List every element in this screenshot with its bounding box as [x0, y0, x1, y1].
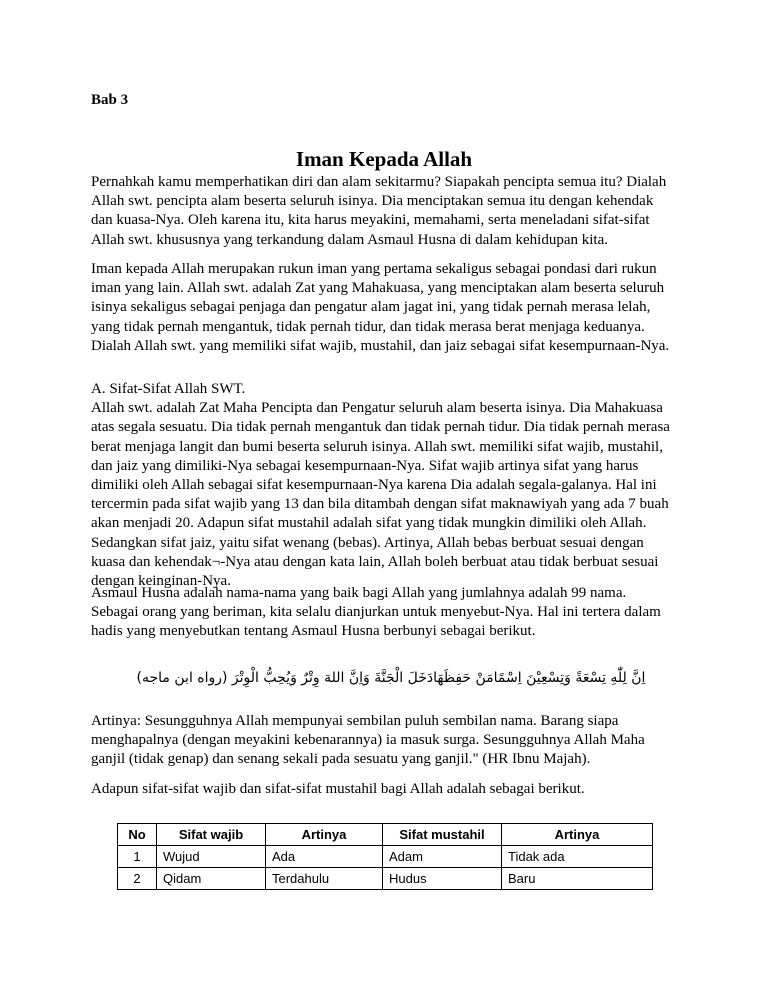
cell-artinya-wajib: Ada: [266, 846, 383, 868]
text-line: dan kuasa-Nya. Oleh karena itu, kita harus meyakini, memahami, serta meneladani sifat-sifat: [91, 212, 650, 229]
cell-no: 2: [118, 868, 157, 890]
text-line: tercermin pada sifat wajib yang 13 dan bila ditambah dengan sifat maknawiyah yang ada 7 buah: [91, 496, 669, 513]
table-row: [118, 868, 653, 890]
text-line: dengan keinginan-Nya.: [91, 573, 231, 590]
chapter-label: Bab 3: [91, 92, 129, 108]
text-line: Iman kepada Allah merupakan rukun iman yang pertama sekaligus sebagai pondasi dari rukun: [91, 261, 657, 277]
text-line: Allah swt. khususnya yang terkandung dalam Asmaul Husna di dalam kehidupan kita.: [91, 231, 608, 248]
sifat-table: [117, 823, 653, 890]
table-header-row: [118, 824, 653, 846]
page-title: Iman Kepada Allah: [295, 147, 473, 171]
text-line: A. Sifat-Sifat Allah SWT.: [91, 381, 246, 397]
text-line: iman yang lain. Allah swt. adalah Zat yang Mahakuasa, yang menciptakan alam beserta seluruh: [91, 280, 665, 297]
text-line: kuasa dan kehendak¬-Nya atau dengan kata lain, Allah boleh berbuat atau tidak berbuat sesuai: [91, 553, 659, 570]
text-line: menghapalnya (dengan meyakini kebenarannya) ia masuk surga. Sesungguhnya Allah Maha: [91, 732, 645, 749]
text-line: Allah swt. pencipta alam beserta seluruh isinya. Dia menciptakan semua itu dengan kehendak: [91, 193, 654, 210]
arabic-hadith: اِنَّ لِلّٰهِ تِسْعَةً وَتِسْعِيْنَ اِسْمًامَنْ حَفِظَهَادَخَلَ الْجَنَّةَ وَاِنَّ اللهَ وِتْرٌ وَيُحِبُّ الْوِتْرَ (رواه ابن ماجه): [136, 670, 646, 686]
cell-sifat-wajib: Qidam: [157, 868, 266, 890]
paragraph-iman: [91, 260, 691, 356]
text-line: Artinya: Sesungguhnya Allah mempunyai sembilan puluh sembilan nama. Barang siapa: [91, 713, 619, 729]
column-header-no: No: [118, 824, 157, 846]
text-line: Dialah Allah swt. yang memiliki sifat wajib, mustahil, dan jaiz sebagai sifat kesempurnaan-Nya.: [91, 337, 670, 354]
text-line: Asmaul Husna adalah nama-nama yang baik bagi Allah yang jumlahnya adalah 99 nama.: [91, 585, 627, 601]
cell-no: 1: [118, 846, 157, 868]
text-line: Sebagai orang yang beriman, kita selalu dianjurkan untuk menyebut-Nya. Hal ini tertera dalam: [91, 604, 661, 621]
column-header-sifat-mustahil: Sifat mustahil: [383, 824, 502, 846]
cell-artinya-mustahil: Baru: [502, 868, 653, 890]
text-line: hadis yang menyebutkan tentang Asmaul Husna berbunyi sebagai berikut.: [91, 623, 536, 640]
paragraph-asmaul-husna: [91, 584, 691, 642]
text-line: isinya sekaligus sebagai penjaga dan pengatur alam jagat ini, yang tidak pernah merasa lelah,: [91, 299, 651, 316]
cell-sifat-wajib: Wujud: [157, 846, 266, 868]
text-line: Pernahkah kamu memperhatikan diri dan alam sekitarmu? Siapakah pencipta semua itu? Dialah: [91, 174, 667, 190]
text-line: dan jaiz yang dimiliki-Nya sebagai kesempurnaan-Nya. Sifat wajib artinya sifat yang harus: [91, 457, 639, 474]
cell-sifat-mustahil: Adam: [383, 846, 502, 868]
text-line: berat menjaga langit dan bumi beserta seluruh isinya. Allah swt. memiliki sifat wajib, mustahil,: [91, 438, 663, 455]
text-line: atas segala sesuatu. Dia tidak pernah mengantuk dan tidak pernah tidur. Dia tidak pernah merasa: [91, 419, 670, 436]
text-line: Adapun sifat-sifat wajib dan sifat-sifat mustahil bagi Allah adalah sebagai berikut.: [91, 781, 585, 797]
cell-artinya-wajib: Terdahulu: [266, 868, 383, 890]
text-line: Sedangkan sifat jaiz, yaitu sifat wenang (bebas). Artinya, Allah bebas berbuat sesuai dengan: [91, 534, 644, 551]
paragraph-sifat-allah: [91, 380, 691, 591]
cell-sifat-mustahil: Hudus: [383, 868, 502, 890]
text-line: akan menjadi 20. Adapun sifat mustahil adalah sifat yang tidak mungkin dimiliki oleh Allah.: [91, 515, 647, 532]
column-header-artinya-mustahil: Artinya: [502, 824, 653, 846]
cell-artinya-mustahil: Tidak ada: [502, 846, 653, 868]
table-row: [118, 846, 653, 868]
paragraph-table-intro: [91, 780, 691, 799]
text-line: Allah swt. adalah Zat Maha Pencipta dan Pengatur seluruh alam beserta isinya. Dia Mahakuasa: [91, 400, 663, 417]
paragraph-translation: [91, 712, 691, 770]
text-line: ganjil (tidak genap) dan senang sekali pada sesuatu yang ganjil." (HR Ibnu Majah).: [91, 751, 591, 768]
paragraph-intro: [91, 173, 691, 250]
text-line: yang tidak pernah mengantuk, tidak pernah tidur, dan tidak merasa berat menjaga keduanya.: [91, 318, 645, 335]
column-header-sifat-wajib: Sifat wajib: [157, 824, 266, 846]
column-header-artinya-wajib: Artinya: [266, 824, 383, 846]
text-line: dimiliki oleh Allah sebagai sifat kesempurnaan-Nya karena Dia adalah segala-galanya. Hal ini: [91, 477, 657, 494]
